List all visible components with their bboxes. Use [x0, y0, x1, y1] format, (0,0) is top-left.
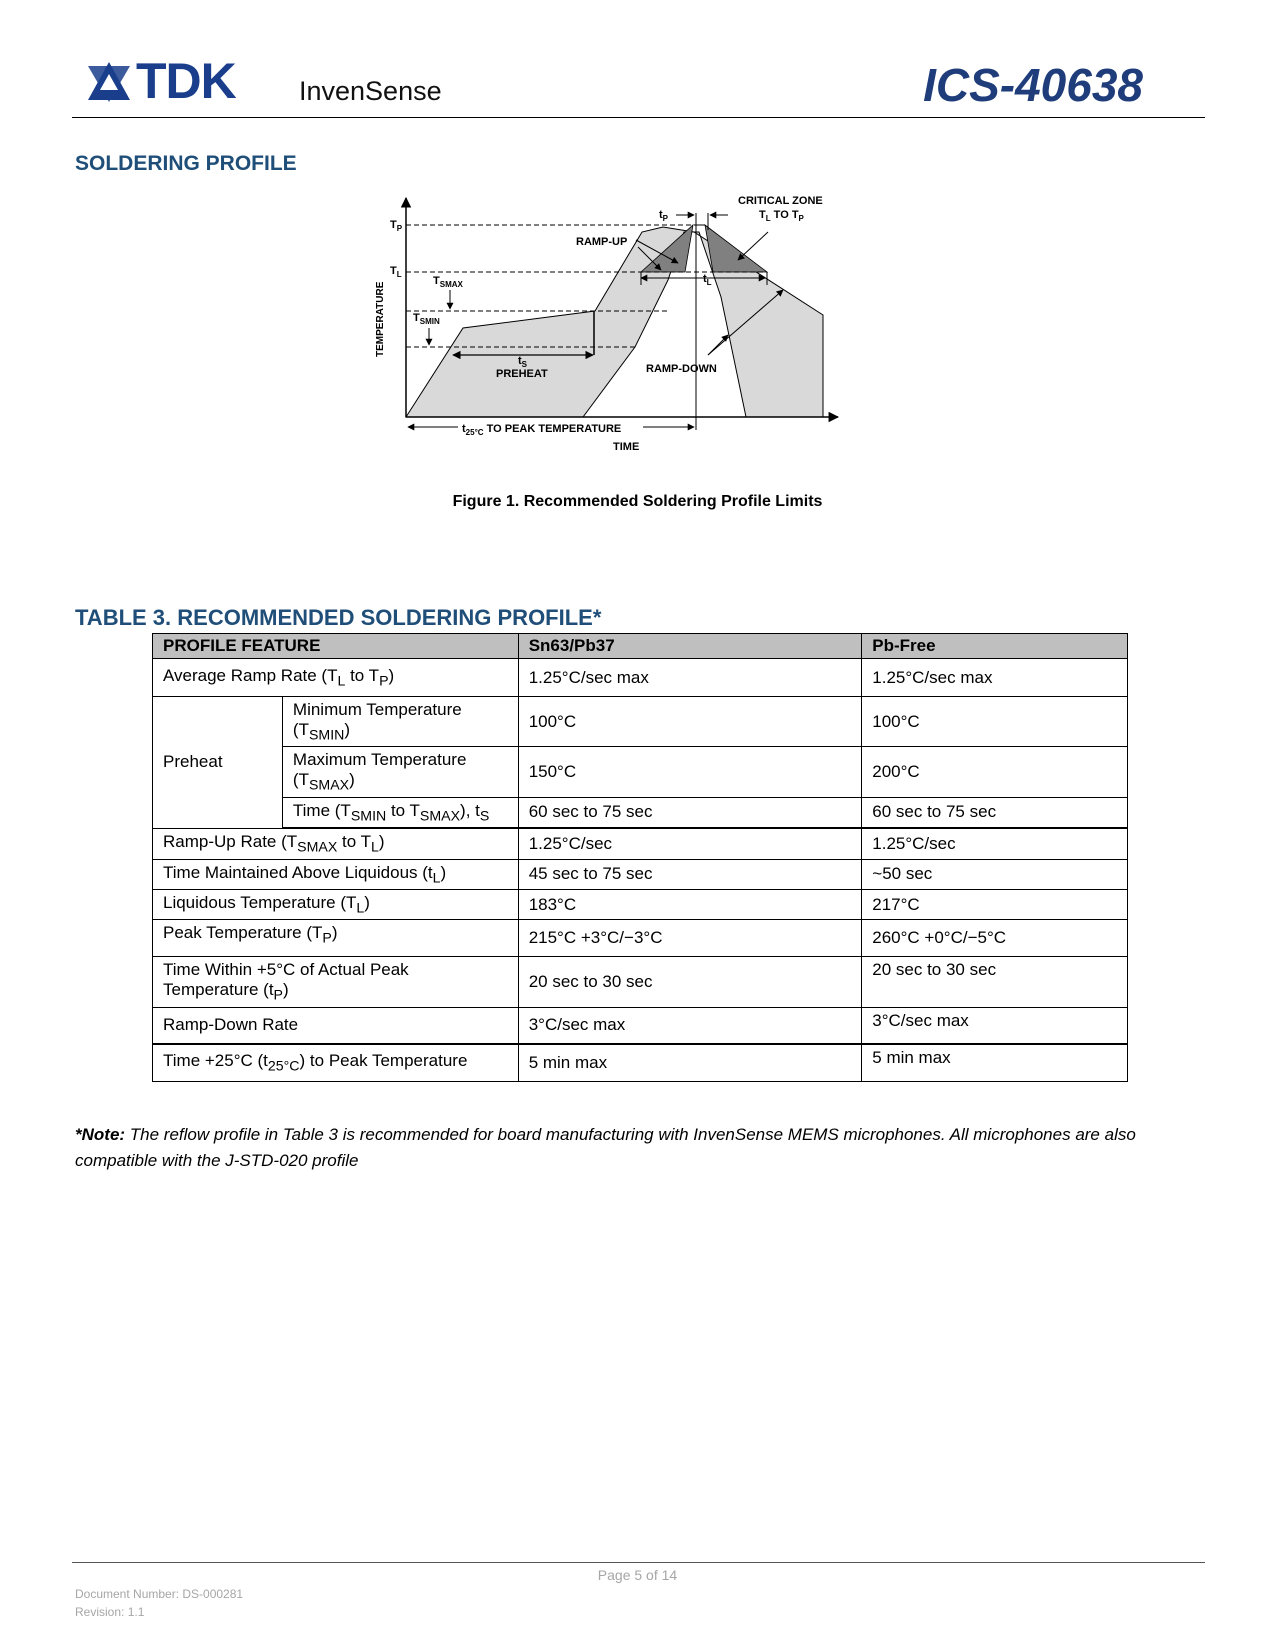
- table-note: *Note: The reflow profile in Table 3 is recommended for board manufacturing with InvenSense MEMS microphones. All microphones are also compatible with the J-STD-020 profile: [75, 1125, 1136, 1170]
- cell-sn63: 183°C: [518, 889, 862, 919]
- row-label: Peak Temperature $(T_P)$: [153, 920, 519, 957]
- brand-subname: InvenSense: [299, 76, 442, 106]
- section-title: SOLDERING PROFILE: [75, 152, 297, 175]
- table-row: [153, 828, 1128, 859]
- brand-name: TDK: [136, 53, 236, 109]
- y-axis-title: TEMPERATURE: [375, 281, 386, 357]
- cell-pbfree: 1.25°C/sec: [862, 828, 1128, 859]
- row-label: Time Within +5°C of Actual Peak Temperature $(t_P)$: [153, 957, 519, 1007]
- tp-axis-label: $T_P$: [390, 219, 403, 233]
- cell-sn63: 60 sec to 75 sec: [518, 797, 862, 828]
- header-sn63: Sn63/Pb37: [518, 634, 862, 659]
- table-row: [153, 659, 1128, 697]
- x-axis-title: TIME: [613, 441, 640, 453]
- part-number: ICS-40638: [923, 59, 1143, 111]
- header-feature: PROFILE FEATURE: [153, 634, 519, 659]
- cell-sn63: 5 min max: [518, 1044, 862, 1081]
- table-header-row: [153, 634, 1128, 659]
- ramp-up-label: RAMP-UP: [576, 236, 628, 248]
- revision: Revision: 1.1: [75, 1605, 145, 1619]
- footer-rule: [72, 1562, 1205, 1563]
- cell-pbfree: 260°C +0°C/−5°C: [862, 920, 1128, 957]
- row-label: Liquidous Temperature $(T_L)$: [153, 889, 519, 919]
- cell-pbfree: 1.25°C/sec max: [862, 659, 1128, 697]
- preheat-label: PREHEAT: [496, 368, 548, 380]
- row-label: Average Ramp Rate ($T_L$ to $T_P$): [153, 659, 519, 697]
- cell-sn63: 150°C: [518, 747, 862, 797]
- row-label: Ramp-Up Rate ($T_{SMAX}$ to $T_L$): [153, 828, 519, 859]
- tdk-invensense-logo: [86, 53, 442, 110]
- cell-sn63: 3°C/sec max: [518, 1007, 862, 1044]
- cell-pbfree: 100°C: [862, 697, 1128, 747]
- cell-pbfree: 20 sec to 30 sec: [862, 957, 1128, 1007]
- table-row: [153, 697, 1128, 747]
- row-label: Time Maintained Above Liquidous $(t_L)$: [153, 859, 519, 889]
- cell-pbfree: ~50 sec: [862, 859, 1128, 889]
- cell-pbfree: 60 sec to 75 sec: [862, 797, 1128, 828]
- cell-sn63: 45 sec to 75 sec: [518, 859, 862, 889]
- table-row: [153, 920, 1128, 957]
- cell-sn63: 1.25°C/sec max: [518, 659, 862, 697]
- profile-envelope: [406, 227, 823, 417]
- tsmin-label: $T_{SMIN}$: [413, 312, 440, 326]
- row-label: Time +25°C $(t_{25^\circ C})$ to Peak Temperature: [153, 1044, 519, 1081]
- cell-sn63: 100°C: [518, 697, 862, 747]
- cell-pbfree: 3°C/sec max: [862, 1007, 1128, 1044]
- tdk-logo-mark-icon: [86, 60, 132, 104]
- table-row: [153, 1044, 1128, 1081]
- table-row: [153, 859, 1128, 889]
- soldering-profile-table: [152, 633, 1128, 1082]
- header-rule: [72, 117, 1205, 118]
- header-pbfree: Pb-Free: [862, 634, 1128, 659]
- page-number: Page 5 of 14: [597, 1567, 678, 1583]
- table-row: [153, 797, 1128, 828]
- critical-zone-right: [705, 225, 767, 272]
- ts-label: $t_S$: [518, 355, 528, 369]
- cell-sn63: 215°C +3°C/−3°C: [518, 920, 862, 957]
- preheat-label: Preheat: [153, 697, 283, 829]
- table-row: [153, 1007, 1128, 1044]
- tp-small-label: $t_P$: [659, 209, 669, 223]
- critical-zone-label: CRITICAL ZONE: [738, 195, 823, 207]
- cell-pbfree: 217°C: [862, 889, 1128, 919]
- figure-caption: Figure 1. Recommended Soldering Profile Limits: [452, 493, 823, 510]
- ramp-down-label: RAMP-DOWN: [646, 363, 717, 375]
- cell-pbfree: 5 min max: [862, 1044, 1128, 1081]
- row-label: Time ($T_{SMIN}$ to $T_{SMAX}$), $t_S$: [282, 797, 518, 828]
- table-title: TABLE 3. RECOMMENDED SOLDERING PROFILE*: [75, 605, 602, 630]
- critical-range-label: $T_L$ TO $T_P$: [759, 209, 804, 223]
- cell-sn63: 1.25°C/sec: [518, 828, 862, 859]
- table-row: [153, 957, 1128, 1007]
- row-label: Maximum Temperature $(T_{SMAX})$: [282, 747, 518, 797]
- document-number: Document Number: DS-000281: [75, 1587, 244, 1601]
- tsmax-label: $T_{SMAX}$: [433, 275, 463, 289]
- row-label: Ramp-Down Rate: [153, 1007, 519, 1044]
- row-label: Minimum Temperature $(T_{SMIN})$: [282, 697, 518, 747]
- table-row: [153, 747, 1128, 797]
- soldering-profile-diagram: [375, 195, 893, 485]
- tl-small-label: $t_L$: [703, 273, 712, 287]
- table-row: [153, 889, 1128, 919]
- cell-pbfree: 200°C: [862, 747, 1128, 797]
- cell-sn63: 20 sec to 30 sec: [518, 957, 862, 1007]
- t25-label: $t_{25^\circ C}$ TO PEAK TEMPERATURE: [462, 423, 622, 437]
- tl-axis-label: $T_L$: [390, 265, 402, 279]
